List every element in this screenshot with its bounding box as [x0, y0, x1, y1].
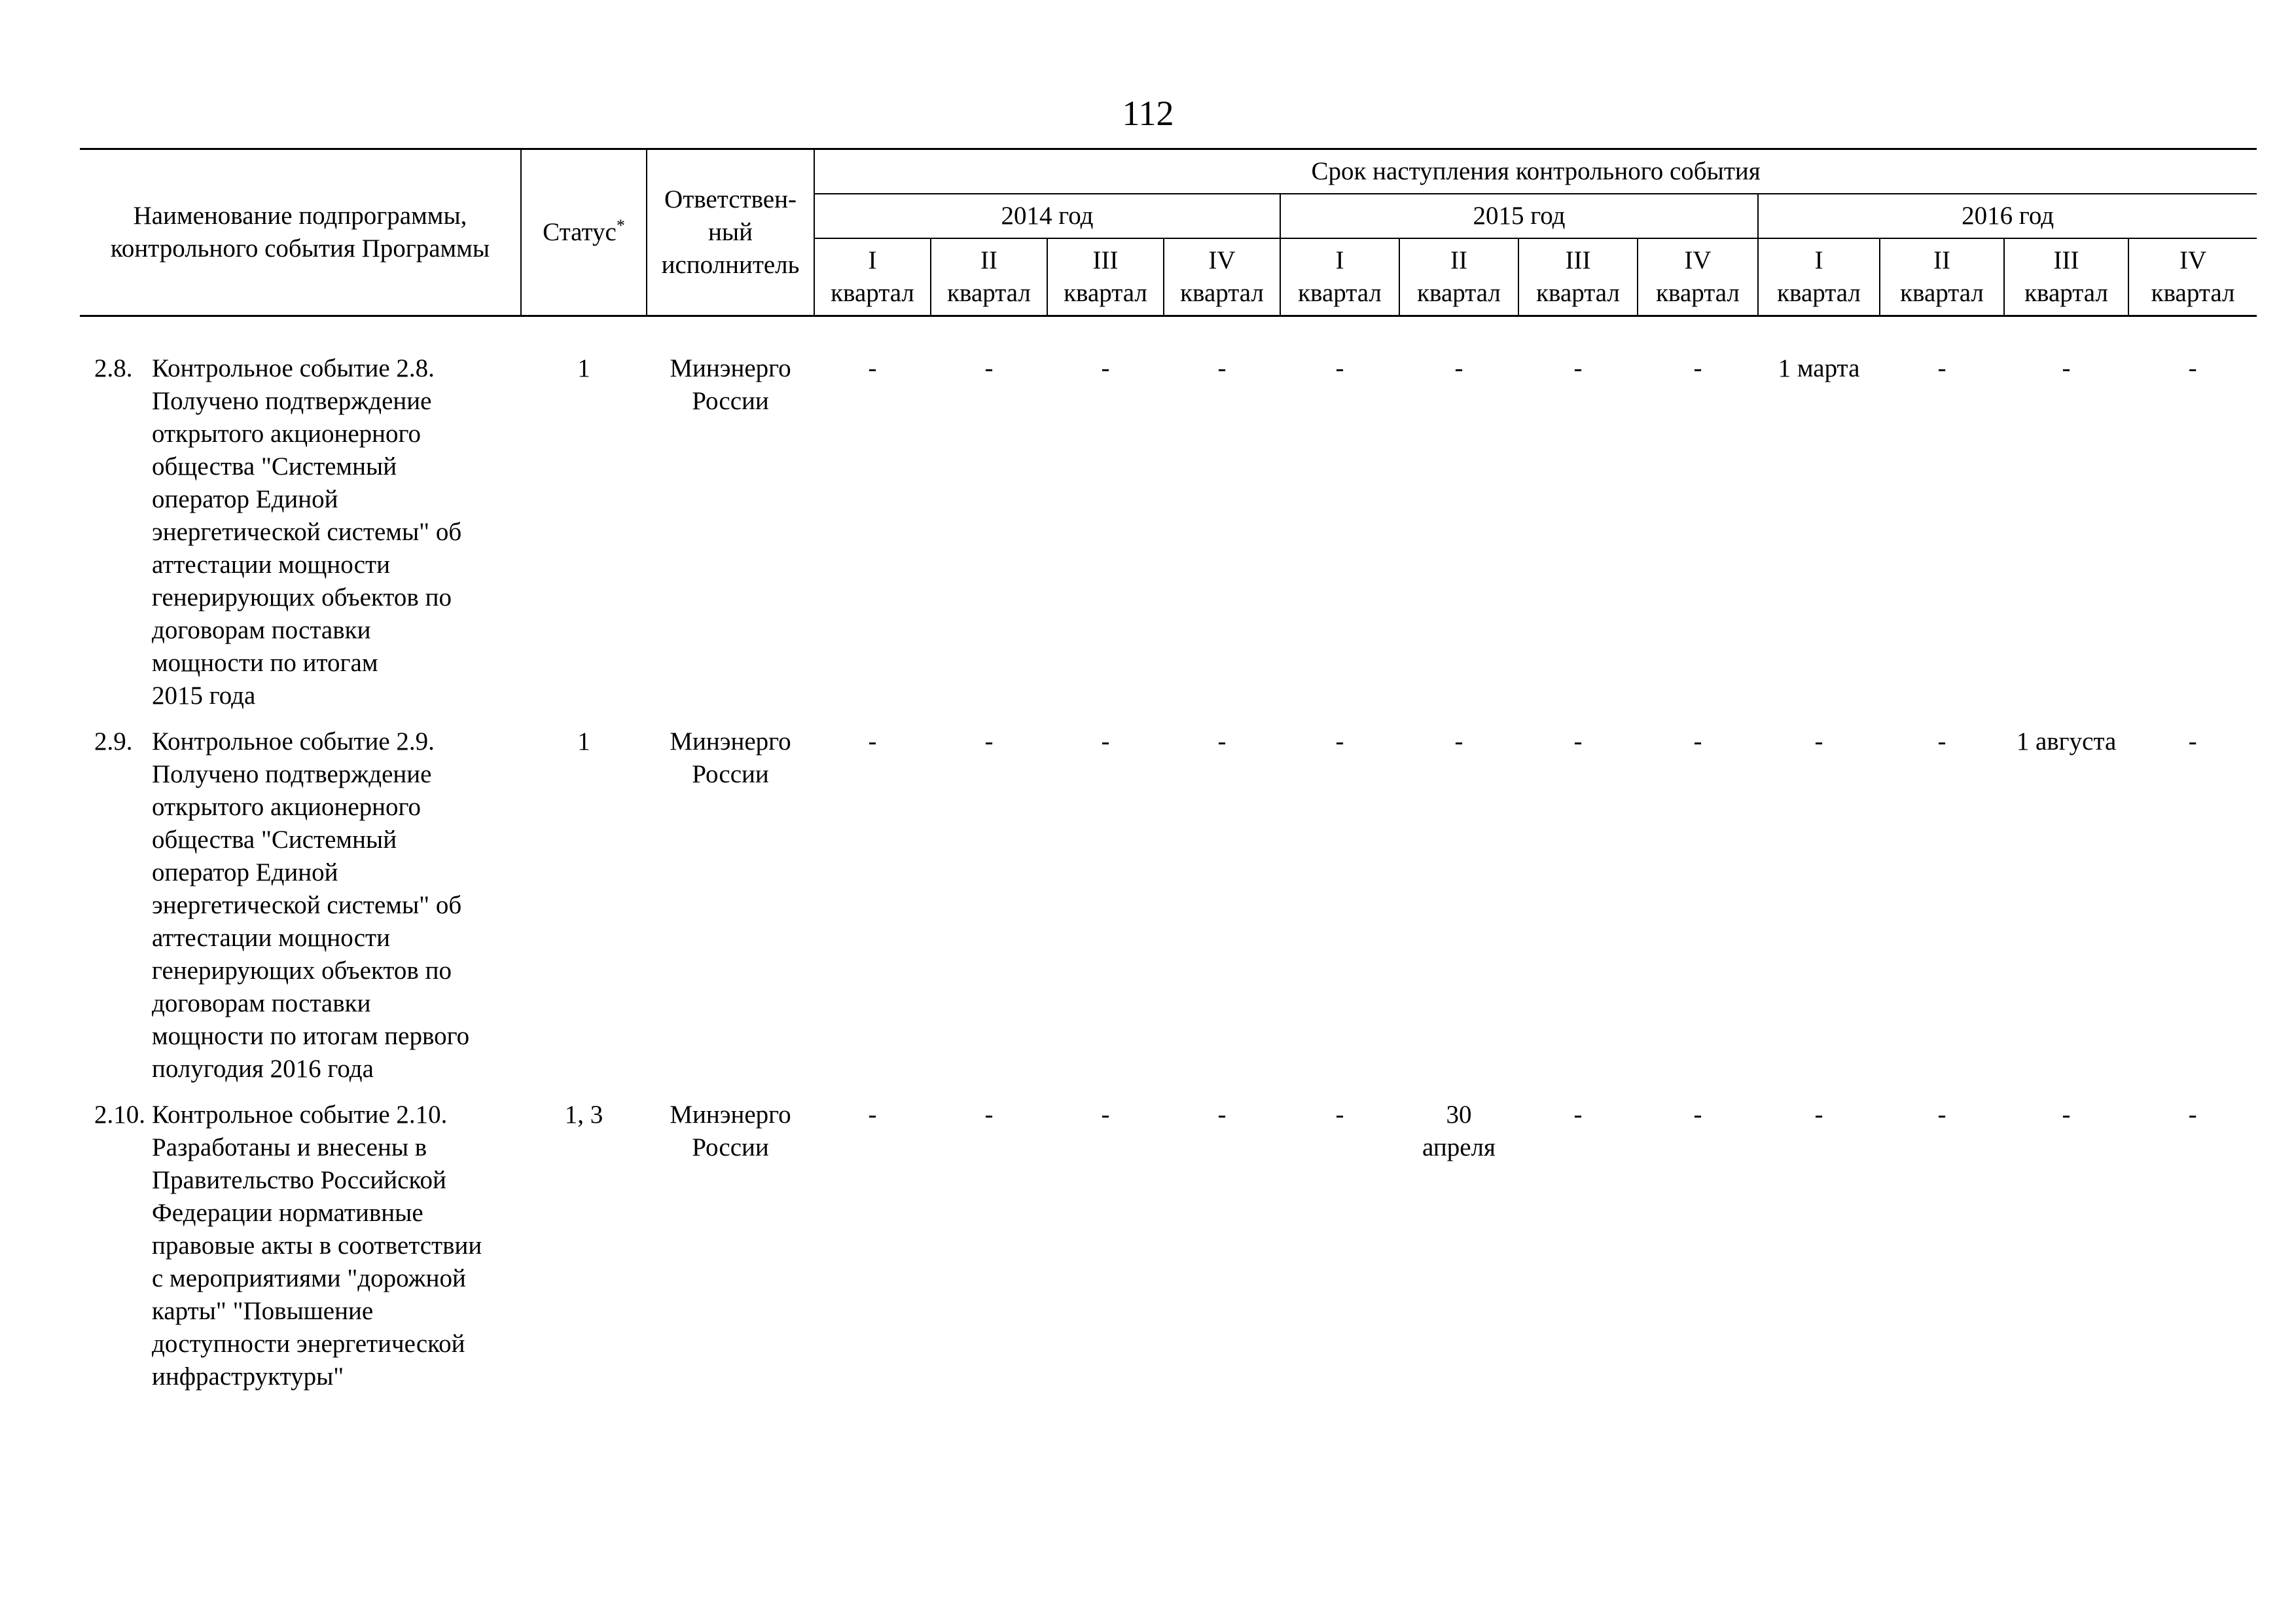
event-text-line: Контрольное событие 2.9. — [152, 727, 435, 756]
header-quarter — [1880, 238, 2004, 316]
quarter-word: квартал — [1064, 279, 1147, 307]
event-text-line: Федерации нормативные — [152, 1199, 423, 1227]
event-text-line: карты" "Повышение — [152, 1297, 374, 1325]
quarter-cell: - — [1573, 727, 1583, 756]
quarter-number: II — [980, 246, 997, 274]
quarter-cell: - — [1814, 727, 1823, 756]
header-quarter — [1518, 238, 1638, 316]
spacer — [80, 316, 2257, 353]
event-text-line: энергетической системы" об — [152, 518, 462, 546]
quarter-cell: - — [868, 354, 877, 382]
event-text-line: открытого акционерного — [152, 420, 422, 448]
executor-cell — [647, 1099, 814, 1406]
quarter-cell: - — [1693, 354, 1702, 382]
quarter-cell: - — [2062, 1101, 2071, 1129]
status-cell: 1, 3 — [564, 1101, 603, 1129]
quarter-number: IV — [1208, 246, 1236, 274]
event-text-line: Контрольное событие 2.8. — [152, 354, 435, 382]
quarter-cell: - — [1937, 727, 1946, 756]
event-number: 2.8. — [94, 354, 133, 382]
header-quarter — [1758, 238, 1880, 316]
event-text-line: аттестации мощности — [152, 551, 390, 579]
event-text-line: полугодия 2016 года — [152, 1055, 374, 1083]
quarter-number: IV — [2179, 246, 2207, 274]
header-year-2015: 2015 год — [1280, 194, 1758, 238]
quarter-cell: - — [1101, 354, 1110, 382]
header-status-mark: * — [616, 216, 625, 235]
quarter-cell: - — [2188, 354, 2197, 382]
executor-line: Минэнерго — [670, 354, 791, 382]
quarter-number: III — [1565, 246, 1591, 274]
quarter-word: квартал — [1180, 279, 1264, 307]
quarter-number: III — [1092, 246, 1119, 274]
quarter-cell: - — [1101, 727, 1110, 756]
event-text-line: договорам поставки — [152, 989, 371, 1017]
quarter-word: квартал — [1536, 279, 1620, 307]
quarter-cell: - — [1335, 354, 1344, 382]
quarter-cell: - — [1693, 1101, 1702, 1129]
table-row — [80, 1099, 2257, 1406]
header-quarter — [931, 238, 1047, 316]
quarter-word: квартал — [831, 279, 914, 307]
quarter-cell: 1 марта — [1778, 354, 1860, 382]
quarter-cell: - — [1335, 1101, 1344, 1129]
quarter-cell: - — [984, 354, 994, 382]
quarter-number: I — [1814, 246, 1823, 274]
quarter-cell: - — [1101, 1101, 1110, 1129]
quarter-cell: - — [868, 1101, 877, 1129]
quarter-word: квартал — [2024, 279, 2108, 307]
quarter-word: квартал — [1900, 279, 1984, 307]
quarter-word: квартал — [1298, 279, 1382, 307]
table-row — [80, 725, 2257, 1099]
quarter-cell: - — [1937, 354, 1946, 382]
header-quarter — [1164, 238, 1280, 316]
header-status-label: Статус — [543, 218, 617, 246]
quarter-cell: - — [2062, 354, 2071, 382]
quarter-cell: - — [984, 1101, 994, 1129]
quarter-cell: - — [868, 727, 877, 756]
header-quarter — [1280, 238, 1399, 316]
event-text-line: правовые акты в соответствии — [152, 1231, 482, 1260]
quarter-number: I — [868, 246, 877, 274]
quarter-word: квартал — [1417, 279, 1501, 307]
header-executor-line: Ответствен- — [664, 185, 797, 213]
event-text-line: договорам поставки — [152, 616, 371, 644]
header-status — [521, 149, 647, 316]
executor-line: России — [692, 760, 769, 788]
page-number: 112 — [1122, 94, 1174, 133]
quarter-word: квартал — [1656, 279, 1740, 307]
table-header — [80, 149, 2257, 316]
header-executor — [647, 149, 814, 316]
quarter-cell: - — [1217, 354, 1227, 382]
header-year-2014: 2014 год — [814, 194, 1280, 238]
event-text-line: аттестации мощности — [152, 924, 390, 952]
executor-line: России — [692, 1133, 769, 1161]
header-deadline: Срок наступления контрольного события — [814, 149, 2257, 194]
executor-cell — [647, 725, 814, 1099]
quarter-number: I — [1335, 246, 1344, 274]
quarter-cell: - — [1937, 1101, 1946, 1129]
event-name-cell — [80, 352, 521, 725]
header-name: Наименование подпрограммы, контрольного события Программы — [80, 149, 521, 316]
table-row — [80, 352, 2257, 725]
event-name-cell — [80, 1099, 521, 1406]
event-text-line: инфраструктуры" — [152, 1362, 344, 1391]
quarter-cell: 30 апреля — [1422, 1101, 1496, 1161]
header-quarter — [1047, 238, 1164, 316]
event-text-line: мощности по итогам — [152, 649, 378, 677]
quarter-word: квартал — [2151, 279, 2235, 307]
header-executor-line: ный — [708, 218, 753, 246]
event-text-line: генерирующих объектов по — [152, 957, 452, 985]
event-text-line: оператор Единой — [152, 858, 338, 886]
header-quarter — [2004, 238, 2128, 316]
table-body — [80, 316, 2257, 1407]
quarter-cell: - — [1814, 1101, 1823, 1129]
event-text-line: с мероприятиями "дорожной — [152, 1264, 466, 1292]
header-quarter — [814, 238, 931, 316]
quarter-cell: 1 августа — [2016, 727, 2117, 756]
quarter-word: квартал — [1777, 279, 1861, 307]
event-number: 2.10. — [94, 1101, 145, 1129]
executor-line: России — [692, 387, 769, 415]
executor-line: Минэнерго — [670, 727, 791, 756]
quarter-cell: - — [1573, 1101, 1583, 1129]
quarter-cell: - — [1217, 727, 1227, 756]
status-cell: 1 — [577, 727, 590, 756]
quarter-word: квартал — [947, 279, 1031, 307]
control-events-table — [80, 148, 2257, 1406]
quarter-number: II — [1450, 246, 1467, 274]
event-text-line: энергетической системы" об — [152, 891, 462, 919]
event-text-line: Получено подтверждение — [152, 387, 432, 415]
quarter-cell: - — [1573, 354, 1583, 382]
quarter-cell: - — [1335, 727, 1344, 756]
status-cell: 1 — [577, 354, 590, 382]
event-text-line: 2015 года — [152, 682, 256, 710]
executor-cell — [647, 352, 814, 725]
quarter-cell: - — [1217, 1101, 1227, 1129]
quarter-number: II — [1933, 246, 1950, 274]
event-text-line: Получено подтверждение — [152, 760, 432, 788]
event-text-line: доступности энергетической — [152, 1330, 465, 1358]
quarter-cell: - — [984, 727, 994, 756]
event-text-line: общества "Системный — [152, 452, 397, 481]
event-text-line: генерирующих объектов по — [152, 583, 452, 611]
header-quarter — [1399, 238, 1518, 316]
header-quarter — [2128, 238, 2257, 316]
event-text-line: открытого акционерного — [152, 793, 422, 821]
event-text-line: Контрольное событие 2.10. — [152, 1101, 448, 1129]
event-name-cell — [80, 725, 521, 1099]
event-text-line: Правительство Российской — [152, 1166, 446, 1194]
quarter-number: III — [2053, 246, 2079, 274]
quarter-cell: - — [1454, 727, 1463, 756]
quarter-number: IV — [1684, 246, 1712, 274]
event-text-line: оператор Единой — [152, 485, 338, 513]
quarter-cell: - — [2188, 1101, 2197, 1129]
header-year-2016: 2016 год — [1758, 194, 2257, 238]
event-text-line: мощности по итогам первого — [152, 1022, 470, 1050]
quarter-cell: - — [2188, 727, 2197, 756]
event-text-line: Разработаны и внесены в — [152, 1133, 427, 1161]
header-quarter — [1638, 238, 1758, 316]
header-executor-line: исполнитель — [661, 251, 800, 279]
quarter-cell: - — [1693, 727, 1702, 756]
quarter-cell: - — [1454, 354, 1463, 382]
executor-line: Минэнерго — [670, 1101, 791, 1129]
event-text-line: общества "Системный — [152, 826, 397, 854]
event-number: 2.9. — [94, 727, 133, 756]
